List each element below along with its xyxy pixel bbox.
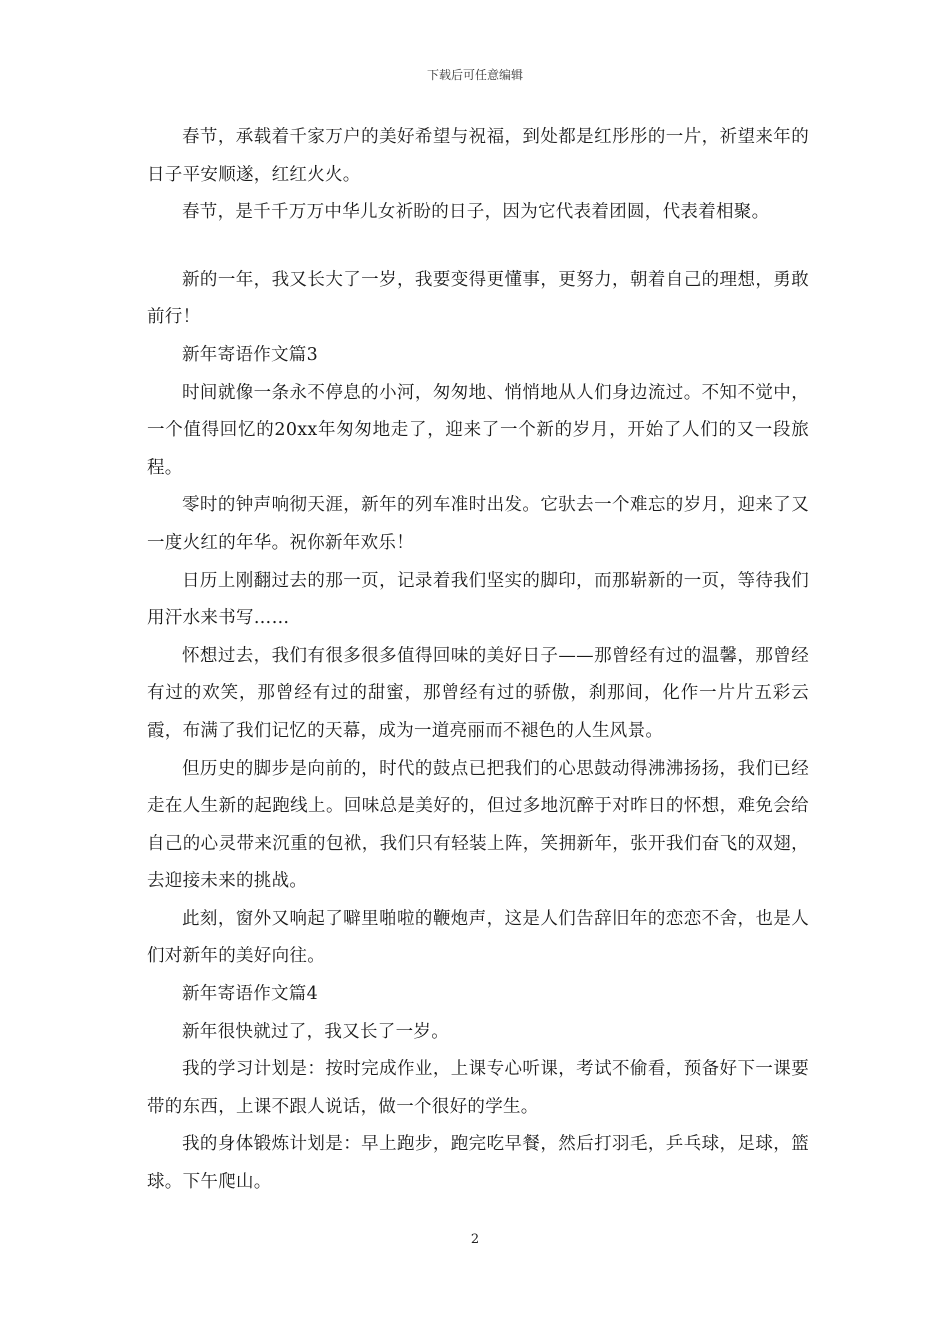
paragraph: 新的一年，我又长大了一岁，我要变得更懂事，更努力，朝着自己的理想，勇敢前行！ [147, 269, 809, 328]
paragraph: 新年很快就过了，我又长了一岁。 [182, 1021, 449, 1042]
paragraph: 此刻，窗外又响起了噼里啪啦的鞭炮声，这是人们告辞旧年的恋恋不舍，也是人们对新年的美好向往。 [147, 908, 809, 967]
paragraph: 日历上刚翻过去的那一页，记录着我们坚实的脚印，而那崭新的一页，等待我们用汗水来书写…… [147, 570, 809, 629]
paragraph: 但历史的脚步是向前的，时代的鼓点已把我们的心思鼓动得沸沸扬扬，我们已经走在人生新的起跑线上。回味总是美好的，但过多地沉醉于对昨日的怀想，难免会给自己的心灵带来沉重的包袱，我们只有轻装上阵，笑拥新年，张开我们奋飞的双翅，去迎接未来的挑战。 [147, 758, 809, 892]
paragraph: 零时的钟声响彻天涯，新年的列车准时出发。它驮去一个难忘的岁月，迎来了又一度火红的年华。祝你新年欢乐！ [147, 495, 809, 553]
paragraph: 时间就像一条永不停息的小河，匆匆地、悄悄地从人们身边流过。不知不觉中，一个值得回忆的20xx年匆匆地走了，迎来了一个新的岁月，开始了人们的又一段旅程。 [147, 382, 809, 478]
header-note: 下载后可任意编辑 [426, 68, 523, 82]
paragraph: 春节，是千千万万中华儿女祈盼的日子，因为它代表着团圆，代表着相聚。 [182, 202, 770, 223]
paragraph: 怀想过去，我们有很多很多值得回味的美好日子——那曾经有过的温馨，那曾经有过的欢笑，那曾经有过的甜蜜，那曾经有过的骄傲，刹那间，化作一片片五彩云霞，布满了我们记忆的天幕，成为一道亮丽而不褪色的人生风景。 [147, 645, 809, 741]
document-body [147, 119, 809, 1202]
paragraph: 我的学习计划是：按时完成作业，上课专心听课，考试不偷看，预备好下一课要带的东西，上课不跟人说话，做一个很好的学生。 [147, 1059, 809, 1117]
section-heading: 新年寄语作文篇3 [182, 344, 319, 365]
section-heading: 新年寄语作文篇4 [182, 984, 319, 1005]
paragraph: 我的身体锻炼计划是：早上跑步，跑完吃早餐，然后打羽毛，乒乓球，足球，篮球。下午爬山。 [147, 1134, 809, 1193]
paragraph: 春节，承载着千家万户的美好希望与祝福，到处都是红彤彤的一片，祈望来年的日子平安顺遂，红红火火。 [147, 127, 809, 185]
blank-line [147, 232, 809, 262]
page-number: 2 [470, 1232, 480, 1247]
